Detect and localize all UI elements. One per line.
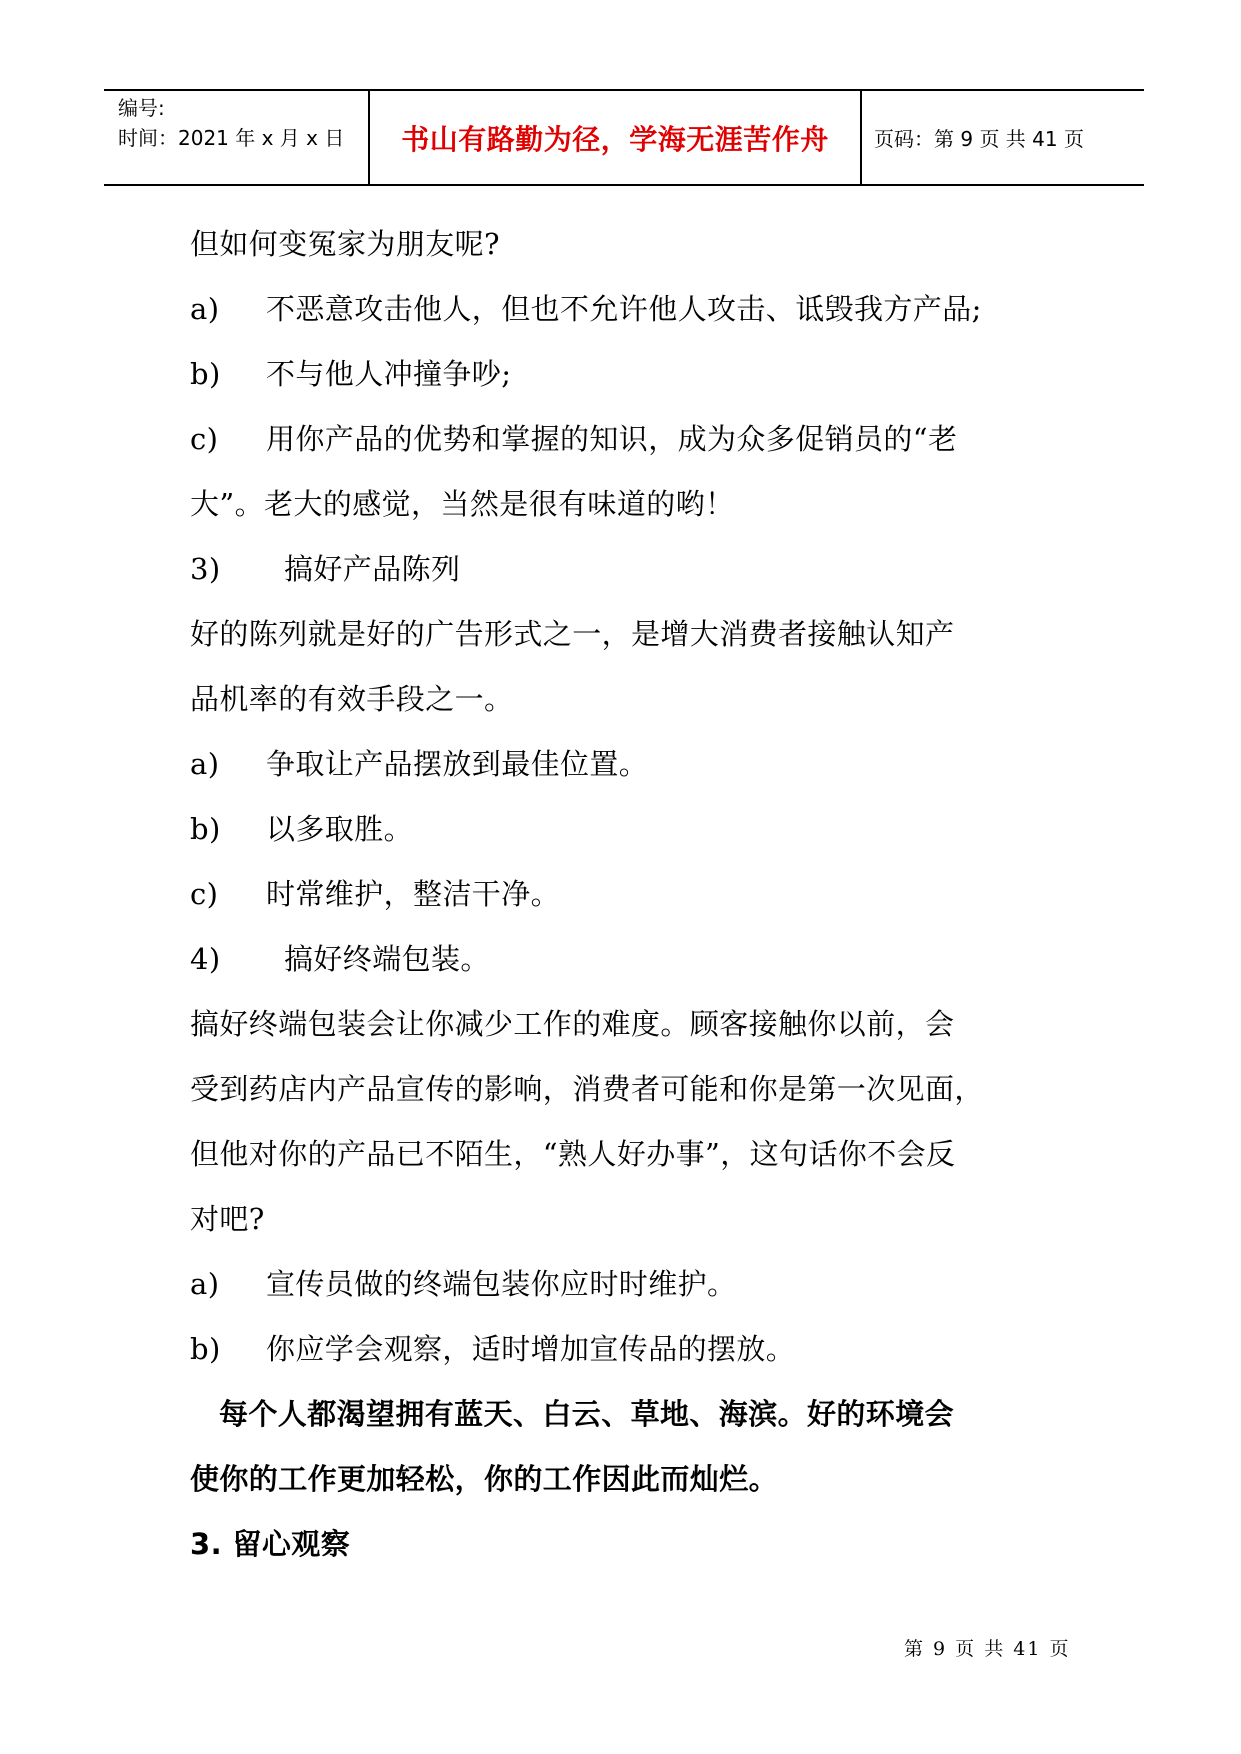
list-item [190, 732, 1070, 797]
list-item [190, 862, 1070, 927]
header-divider [860, 91, 862, 184]
section-heading-bold: 3. 留心观察 [190, 1527, 351, 1561]
list-item-text: 时常维护，整洁干净。 [266, 877, 561, 911]
list-item-text: 用你产品的优势和掌握的知识，成为众多促销员的“老 [266, 422, 958, 456]
page-header [104, 89, 1144, 186]
list-item-text: 以多取胜。 [266, 812, 414, 846]
section-marker: 3) [190, 552, 221, 586]
header-motto: 书山有路勤为径，学海无涯苦作舟 [401, 122, 829, 156]
list-item-text: 不与他人冲撞争吵; [266, 357, 512, 391]
emphasis-line: 使你的工作更加轻松，你的工作因此而灿烂。 [190, 1462, 779, 1496]
list-item [190, 1252, 1070, 1317]
list-item [190, 797, 1070, 862]
paragraph-line: 受到药店内产品宣传的影响，消费者可能和你是第一次见面， [190, 1072, 984, 1106]
list-item [190, 1317, 1070, 1382]
header-time-label: 时间：2021 年 x 月 x 日 [118, 126, 345, 150]
list-item-text: 争取让产品摆放到最佳位置。 [266, 747, 649, 781]
paragraph-line: 品机率的有效手段之一。 [190, 682, 514, 716]
header-meta [118, 93, 344, 153]
list-item [190, 277, 1070, 342]
section-title: 搞好产品陈列 [284, 552, 461, 586]
paragraph-line: 但如何变冤家为朋友呢? [190, 227, 500, 261]
section-marker: 4) [190, 942, 221, 976]
section-title: 搞好终端包装。 [284, 942, 490, 976]
list-item [190, 407, 1070, 472]
list-marker: a) [190, 292, 220, 326]
paragraph-line: 好的陈列就是好的广告形式之一，是增大消费者接触认知产 [190, 617, 955, 651]
paragraph-line: 但他对你的产品已不陌生，“熟人好办事”，这句话你不会反 [190, 1137, 956, 1171]
header-number-label: 编号: [118, 96, 165, 120]
list-item [190, 342, 1070, 407]
list-marker: c) [190, 877, 219, 911]
paragraph-line: 大”。老大的感觉，当然是很有味道的哟！ [190, 487, 735, 521]
header-page-label: 页码：第 9 页 共 41 页 [874, 127, 1084, 151]
list-marker: b) [190, 812, 221, 846]
list-item-text: 你应学会观察，适时增加宣传品的摆放。 [266, 1332, 796, 1366]
page-footer: 第 9 页 共 41 页 [904, 1638, 1071, 1660]
list-marker: a) [190, 747, 220, 781]
emphasis-line: 每个人都渴望拥有蓝天、白云、草地、海滨。好的环境会 [219, 1397, 955, 1431]
section-heading [190, 927, 1070, 992]
list-marker: b) [190, 1332, 221, 1366]
list-marker: b) [190, 357, 221, 391]
paragraph-line: 搞好终端包装会让你减少工作的难度。顾客接触你以前，会 [190, 1007, 955, 1041]
list-marker: a) [190, 1267, 220, 1301]
list-item-text: 宣传员做的终端包装你应时时维护。 [266, 1267, 737, 1301]
section-heading [190, 537, 1070, 602]
list-marker: c) [190, 422, 219, 456]
document-body [190, 212, 1070, 1577]
list-item-text: 不恶意攻击他人，但也不允许他人攻击、诋毁我方产品; [266, 292, 982, 326]
paragraph-line: 对吧? [190, 1202, 265, 1236]
